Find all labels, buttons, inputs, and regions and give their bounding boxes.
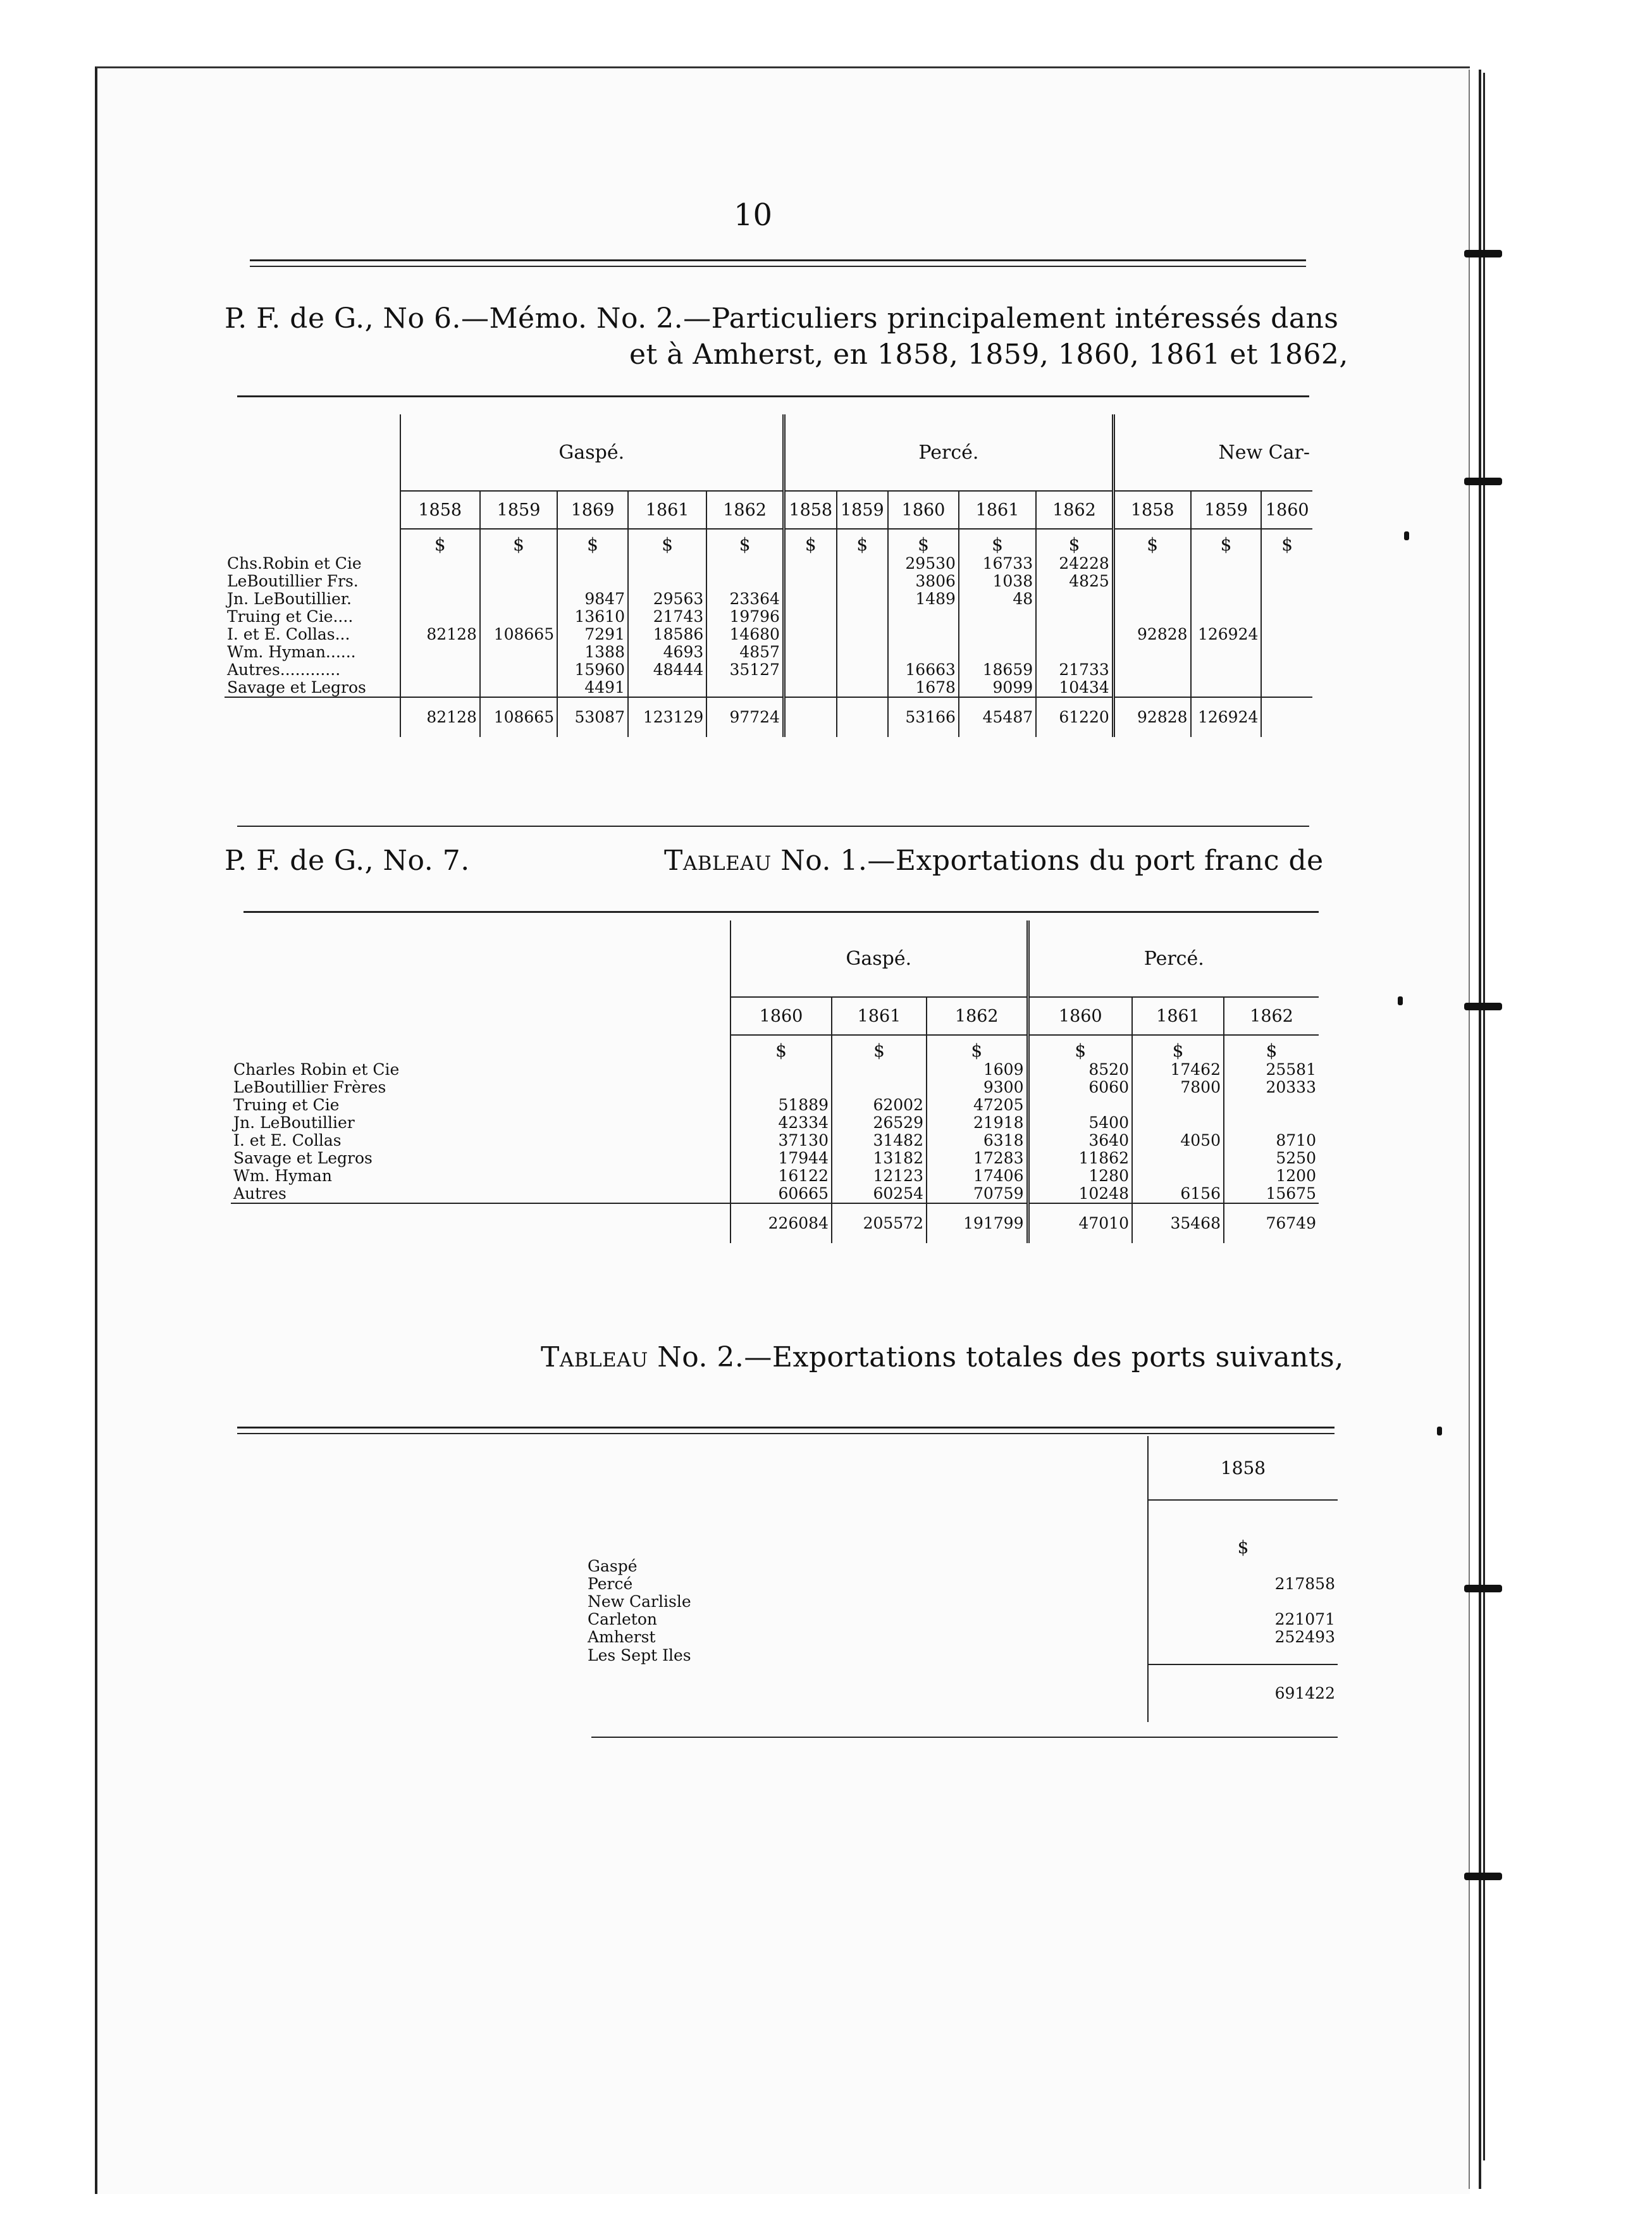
- memo-cell: [784, 661, 836, 679]
- memo-total: 108665: [480, 697, 557, 737]
- memo-cell: [480, 590, 557, 608]
- tableau2-bottom-rule: [591, 1737, 1338, 1738]
- binding-clip: [1464, 1585, 1502, 1592]
- tableau1-cell: 51889: [730, 1096, 832, 1114]
- tableau1-cell: 25581: [1224, 1061, 1319, 1079]
- memo-total: 123129: [628, 697, 706, 737]
- tableau1-cell: 1280: [1028, 1167, 1132, 1185]
- tableau1-year-header: 1860: [730, 997, 832, 1035]
- tableau1-year-header: 1862: [927, 997, 1028, 1035]
- table-row: [231, 1149, 1319, 1167]
- memo-currency-header: $: [1113, 529, 1190, 555]
- tableau2-year: 1858: [1148, 1436, 1338, 1500]
- tableau2-row-label: Carleton: [588, 1610, 657, 1628]
- memo-total: 126924: [1191, 697, 1262, 737]
- table-row: [585, 1593, 1338, 1611]
- memo-cell: [557, 555, 628, 573]
- tableau1-year-header: 1862: [1224, 997, 1319, 1035]
- memo-cell: [1191, 643, 1262, 661]
- memo-year-header: 1862: [1036, 491, 1113, 529]
- table-row: [225, 679, 1312, 697]
- memo-cell: [784, 679, 836, 697]
- memo-cell: 3806: [888, 573, 959, 590]
- tableau2-cell: [1148, 1646, 1338, 1664]
- tableau1-cell: 60665: [730, 1185, 832, 1203]
- memo-total: 92828: [1113, 697, 1190, 737]
- tableau1-cell: 37130: [730, 1132, 832, 1149]
- tableau1-cell: 6318: [927, 1132, 1028, 1149]
- tableau1-cell: 31482: [832, 1132, 927, 1149]
- memo-cell: [837, 590, 889, 608]
- binding-clip: [1464, 478, 1502, 485]
- memo-cell: 126924: [1191, 626, 1262, 643]
- memo-cell: 23364: [706, 590, 784, 608]
- memo-cell: 1038: [959, 573, 1036, 590]
- memo-year-header: 1862: [706, 491, 784, 529]
- page-edge: [1469, 70, 1481, 2189]
- tableau1-cell: 11862: [1028, 1149, 1132, 1167]
- table-row: [585, 1628, 1338, 1646]
- memo-year-header: 1859: [1191, 491, 1262, 529]
- tableau1-cell: 5400: [1028, 1114, 1132, 1132]
- memo-cell: [1191, 590, 1262, 608]
- memo-group-gaspe: Gaspé.: [400, 414, 784, 491]
- tableau1-cell: [832, 1061, 927, 1079]
- memo-cell: [1261, 608, 1312, 626]
- memo-cell: [400, 679, 480, 697]
- memo-cell: 14680: [706, 626, 784, 643]
- memo-cell: [1113, 590, 1190, 608]
- memo-year-header: 1859: [837, 491, 889, 529]
- memo-cell: 48: [959, 590, 1036, 608]
- memo-cell: [400, 643, 480, 661]
- memo-cell: 4857: [706, 643, 784, 661]
- tableau2-row-label: Amherst: [588, 1628, 656, 1646]
- tableau1-year-header: 1860: [1028, 997, 1132, 1035]
- tableau1-cell: [832, 1079, 927, 1096]
- memo-cell: 92828: [1113, 626, 1190, 643]
- memo-year-header: 1860: [888, 491, 959, 529]
- ink-speck: [1437, 1427, 1442, 1435]
- memo-row-label: LeBoutillier Frs.: [227, 572, 359, 590]
- memo-group-new-carlisle: New Car-: [1113, 414, 1312, 491]
- memo-cell: 24228: [1036, 555, 1113, 573]
- memo-cell: [1261, 643, 1312, 661]
- tableau1-currency-header: $: [1132, 1035, 1224, 1061]
- table-row: [231, 1132, 1319, 1149]
- memo-cell: [959, 643, 1036, 661]
- memo-cell: [480, 608, 557, 626]
- memo-cell: [837, 555, 889, 573]
- tableau1-row-label: Wm. Hyman: [233, 1167, 332, 1185]
- memo-cell: [784, 626, 836, 643]
- memo-cell: [1036, 643, 1113, 661]
- table-row: [225, 573, 1312, 590]
- memo-cell: [837, 608, 889, 626]
- memo-row-label: Chs.Robin et Cie: [227, 554, 362, 573]
- memo-currency-header: $: [706, 529, 784, 555]
- memo-cell: [1113, 555, 1190, 573]
- tableau1-cell: [730, 1061, 832, 1079]
- tableau1-cell: 62002: [832, 1096, 927, 1114]
- memo-currency-header: $: [480, 529, 557, 555]
- memo-cell: 1489: [888, 590, 959, 608]
- tableau2-row-label: Percé: [588, 1575, 633, 1593]
- tableau2-cell: [1148, 1593, 1338, 1611]
- memo-currency-header: $: [888, 529, 959, 555]
- table-row: [225, 661, 1312, 679]
- tableau1-cell: 4050: [1132, 1132, 1224, 1149]
- tableau1-cell: 10248: [1028, 1185, 1132, 1203]
- tableau1-cell: [1132, 1114, 1224, 1132]
- memo-currency-header: $: [837, 529, 889, 555]
- tableau1-cell: 20333: [1224, 1079, 1319, 1096]
- memo-total: 82128: [400, 697, 480, 737]
- tableau1-total: 76749: [1224, 1203, 1319, 1243]
- memo-year-header: 1859: [480, 491, 557, 529]
- memo-cell: 108665: [480, 626, 557, 643]
- memo-cell: 10434: [1036, 679, 1113, 697]
- memo-cell: [1191, 679, 1262, 697]
- tableau1-row-label: Jn. LeBoutillier: [233, 1113, 355, 1132]
- memo-row-label: Jn. LeBoutillier.: [227, 590, 352, 608]
- memo-cell: 13610: [557, 608, 628, 626]
- memo-cell: [1113, 643, 1190, 661]
- memo-currency-header: $: [628, 529, 706, 555]
- memo-cell: [706, 573, 784, 590]
- tableau1-cell: [1028, 1096, 1132, 1114]
- memo-cell: [628, 679, 706, 697]
- memo-total: [837, 697, 889, 737]
- tableau1-total: 35468: [1132, 1203, 1224, 1243]
- tableau2-top-rule: [237, 1433, 1335, 1434]
- tableau1-cell: 13182: [832, 1149, 927, 1167]
- memo-cell: [837, 573, 889, 590]
- memo-cell: [1261, 661, 1312, 679]
- memo-total: [784, 697, 836, 737]
- memo-cell: [888, 643, 959, 661]
- memo-cell: [1191, 573, 1262, 590]
- tableau2-cell: 252493: [1148, 1628, 1338, 1646]
- memo-cell: 21743: [628, 608, 706, 626]
- tableau1-cell: 9300: [927, 1079, 1028, 1096]
- memo-cell: [784, 608, 836, 626]
- tableau1-cell: 17944: [730, 1149, 832, 1167]
- memo-cell: 29563: [628, 590, 706, 608]
- tableau1-cell: [1132, 1096, 1224, 1114]
- memo-cell: [628, 555, 706, 573]
- memo-year-header: 1858: [1113, 491, 1190, 529]
- tableau1-row-label: Autres: [233, 1184, 287, 1203]
- memo-cell: [837, 679, 889, 697]
- memo-bottom-rule: [237, 826, 1309, 827]
- tableau2-cell: 221071: [1148, 1611, 1338, 1628]
- tableau2-row-label: New Carlisle: [588, 1592, 691, 1611]
- memo-cell: [400, 608, 480, 626]
- tableau1-cell: 5250: [1224, 1149, 1319, 1167]
- memo-currency-header: $: [959, 529, 1036, 555]
- memo-currency-header: $: [784, 529, 836, 555]
- tableau1-cell: 8520: [1028, 1061, 1132, 1079]
- memo-year-header: 1858: [400, 491, 480, 529]
- memo-cell: [784, 643, 836, 661]
- binding-clip: [1464, 250, 1502, 257]
- memo-cell: 21733: [1036, 661, 1113, 679]
- tableau1-ref: P. F. de G., No. 7.: [225, 845, 470, 877]
- memo-cell: [480, 573, 557, 590]
- memo-row-label: I. et E. Collas...: [227, 625, 350, 643]
- memo-cell: [837, 626, 889, 643]
- memo-cell: [1036, 590, 1113, 608]
- memo-cell: [1261, 573, 1312, 590]
- memo-cell: [400, 661, 480, 679]
- memo-year-header: 1860: [1261, 491, 1312, 529]
- memo-cell: [706, 555, 784, 573]
- tableau1-cell: [1132, 1149, 1224, 1167]
- memo-cell: [1261, 679, 1312, 697]
- tableau1-cell: 3640: [1028, 1132, 1132, 1149]
- tableau1-row-label: I. et E. Collas: [233, 1131, 342, 1149]
- memo-cell: [959, 608, 1036, 626]
- memo-cell: [1191, 555, 1262, 573]
- memo-cell: [1261, 555, 1312, 573]
- memo-title-line2: et à Amherst, en 1858, 1859, 1860, 1861 et 1862,: [629, 338, 1348, 371]
- table-row: [585, 1575, 1338, 1593]
- tableau1-cell: 6060: [1028, 1079, 1132, 1096]
- table-row: [225, 608, 1312, 626]
- tableau1-cell: 16122: [730, 1167, 832, 1185]
- memo-total: 53087: [557, 697, 628, 737]
- tableau1-year-header: 1861: [1132, 997, 1224, 1035]
- memo-currency-header: $: [1261, 529, 1312, 555]
- memo-row-label: Truing et Cie....: [227, 607, 354, 626]
- tableau1-row-label: LeBoutillier Frères: [233, 1078, 386, 1096]
- tableau1-cell: 42334: [730, 1114, 832, 1132]
- memo-cell: [400, 555, 480, 573]
- table-row: [225, 590, 1312, 608]
- memo-cell: [784, 573, 836, 590]
- table-row: [225, 626, 1312, 643]
- tableau2-cell: 217858: [1148, 1575, 1338, 1593]
- table-row: [585, 1611, 1338, 1628]
- memo-year-header: 1861: [959, 491, 1036, 529]
- memo-row-label: Savage et Legros: [227, 678, 366, 697]
- tableau1-cell: 26529: [832, 1114, 927, 1132]
- tableau1-group-perce: Percé.: [1028, 920, 1319, 997]
- memo-year-header: 1869: [557, 491, 628, 529]
- memo-cell: 18659: [959, 661, 1036, 679]
- tableau1-currency-header: $: [832, 1035, 927, 1061]
- tableau1-table: [231, 920, 1319, 1243]
- tableau2-row-label: Gaspé: [588, 1557, 638, 1575]
- memo-cell: [1036, 608, 1113, 626]
- memo-cell: [480, 679, 557, 697]
- memo-total: 97724: [706, 697, 784, 737]
- memo-cell: 7291: [557, 626, 628, 643]
- memo-cell: [1191, 661, 1262, 679]
- table-row: [585, 1558, 1338, 1575]
- memo-group-perce: Percé.: [784, 414, 1113, 491]
- memo-currency-header: $: [400, 529, 480, 555]
- memo-year-header: 1858: [784, 491, 836, 529]
- memo-cell: 4825: [1036, 573, 1113, 590]
- tableau2-row-label: Les Sept Iles: [588, 1645, 691, 1664]
- binding-clip: [1464, 1873, 1502, 1880]
- tableau1-year-header: 1861: [832, 997, 927, 1035]
- tableau1-title: Tableau No. 1.—Exportations du port franc de: [664, 845, 1324, 877]
- tableau1-cell: 21918: [927, 1114, 1028, 1132]
- memo-cell: [1113, 679, 1190, 697]
- table-row: [231, 1079, 1319, 1096]
- memo-cell: [1113, 661, 1190, 679]
- memo-cell: [1113, 608, 1190, 626]
- memo-total: [1261, 697, 1312, 737]
- memo-top-rule: [237, 395, 1309, 397]
- memo-cell: [557, 573, 628, 590]
- tableau1-cell: 1609: [927, 1061, 1028, 1079]
- memo-cell: [400, 590, 480, 608]
- tableau1-currency-header: $: [730, 1035, 832, 1061]
- memo-cell: [1036, 626, 1113, 643]
- tableau1-total: 191799: [927, 1203, 1028, 1243]
- memo-currency-header: $: [1191, 529, 1262, 555]
- header-rule: [250, 266, 1306, 267]
- memo-cell: 29530: [888, 555, 959, 573]
- memo-cell: 16663: [888, 661, 959, 679]
- memo-cell: [837, 661, 889, 679]
- memo-total: 45487: [959, 697, 1036, 737]
- memo-cell: [959, 626, 1036, 643]
- memo-table: [225, 414, 1312, 737]
- tableau2-total: 691422: [1148, 1664, 1338, 1722]
- memo-cell: 82128: [400, 626, 480, 643]
- table-row: [231, 1061, 1319, 1079]
- tableau1-cell: 7800: [1132, 1079, 1224, 1096]
- tableau1-cell: 15675: [1224, 1185, 1319, 1203]
- tableau1-currency-header: $: [1224, 1035, 1319, 1061]
- tableau1-cell: 12123: [832, 1167, 927, 1185]
- tableau1-cell: 8710: [1224, 1132, 1319, 1149]
- tableau2-title: Tableau No. 2.—Exportations totales des ports suivants,: [541, 1341, 1344, 1373]
- tableau2-top-rule: [237, 1427, 1335, 1428]
- memo-currency-header: $: [1036, 529, 1113, 555]
- memo-cell: 4491: [557, 679, 628, 697]
- binding-clip: [1464, 1003, 1502, 1010]
- memo-cell: 18586: [628, 626, 706, 643]
- table-row: [231, 1114, 1319, 1132]
- tableau1-row-label: Charles Robin et Cie: [233, 1060, 400, 1079]
- table-row: [225, 643, 1312, 661]
- memo-cell: 16733: [959, 555, 1036, 573]
- tableau1-row-label: Savage et Legros: [233, 1149, 373, 1167]
- memo-cell: [784, 590, 836, 608]
- memo-cell: 1678: [888, 679, 959, 697]
- tableau2-cell: [1148, 1558, 1338, 1575]
- memo-cell: 4693: [628, 643, 706, 661]
- memo-cell: [1261, 626, 1312, 643]
- memo-cell: [480, 555, 557, 573]
- memo-year-header: 1861: [628, 491, 706, 529]
- tableau1-top-rule: [243, 911, 1319, 913]
- memo-cell: 48444: [628, 661, 706, 679]
- memo-row-label: Wm. Hyman......: [227, 643, 356, 661]
- tableau1-cell: 17462: [1132, 1061, 1224, 1079]
- tableau1-currency-header: $: [927, 1035, 1028, 1061]
- table-row: [231, 1167, 1319, 1185]
- table-row: [585, 1646, 1338, 1664]
- tableau1-cell: 17283: [927, 1149, 1028, 1167]
- header-rule: [250, 259, 1306, 261]
- memo-row-label: Autres............: [227, 660, 341, 679]
- tableau1-cell: 47205: [927, 1096, 1028, 1114]
- memo-cell: [400, 573, 480, 590]
- tableau1-cell: 1200: [1224, 1167, 1319, 1185]
- memo-currency-header: $: [557, 529, 628, 555]
- memo-cell: [1191, 608, 1262, 626]
- memo-total: 61220: [1036, 697, 1113, 737]
- memo-total: 53166: [888, 697, 959, 737]
- ink-speck: [1398, 996, 1403, 1005]
- tableau1-cell: 17406: [927, 1167, 1028, 1185]
- memo-cell: [480, 643, 557, 661]
- tableau1-cell: [1224, 1114, 1319, 1132]
- tableau1-total: 47010: [1028, 1203, 1132, 1243]
- memo-cell: [480, 661, 557, 679]
- tableau1-cell: [730, 1079, 832, 1096]
- memo-cell: [888, 626, 959, 643]
- tableau1-cell: 60254: [832, 1185, 927, 1203]
- memo-cell: 9099: [959, 679, 1036, 697]
- table-row: [231, 1185, 1319, 1203]
- memo-cell: 15960: [557, 661, 628, 679]
- tableau1-cell: 70759: [927, 1185, 1028, 1203]
- memo-cell: [1113, 573, 1190, 590]
- memo-cell: [1261, 590, 1312, 608]
- memo-cell: [888, 608, 959, 626]
- tableau2-currency: $: [1148, 1500, 1338, 1558]
- memo-cell: [837, 643, 889, 661]
- memo-cell: [706, 679, 784, 697]
- memo-cell: 19796: [706, 608, 784, 626]
- table-row: [225, 555, 1312, 573]
- table-row: [231, 1096, 1319, 1114]
- memo-cell: 35127: [706, 661, 784, 679]
- memo-title-line1: P. F. de G., No 6.—Mémo. No. 2.—Particuliers principalement intéressés dans: [225, 302, 1339, 335]
- tableau1-total: 226084: [730, 1203, 832, 1243]
- tableau1-row-label: Truing et Cie: [233, 1096, 340, 1114]
- tableau1-cell: 6156: [1132, 1185, 1224, 1203]
- ink-speck: [1404, 531, 1409, 540]
- tableau1-group-gaspe: Gaspé.: [730, 920, 1028, 997]
- memo-cell: 1388: [557, 643, 628, 661]
- tableau1-total: 205572: [832, 1203, 927, 1243]
- page-number: 10: [734, 197, 773, 233]
- memo-cell: 9847: [557, 590, 628, 608]
- tableau1-cell: [1224, 1096, 1319, 1114]
- tableau1-cell: [1132, 1167, 1224, 1185]
- tableau1-currency-header: $: [1028, 1035, 1132, 1061]
- next-page-edge: [1483, 73, 1485, 2160]
- tableau2-table: [585, 1436, 1338, 1722]
- memo-cell: [784, 555, 836, 573]
- memo-cell: [628, 573, 706, 590]
